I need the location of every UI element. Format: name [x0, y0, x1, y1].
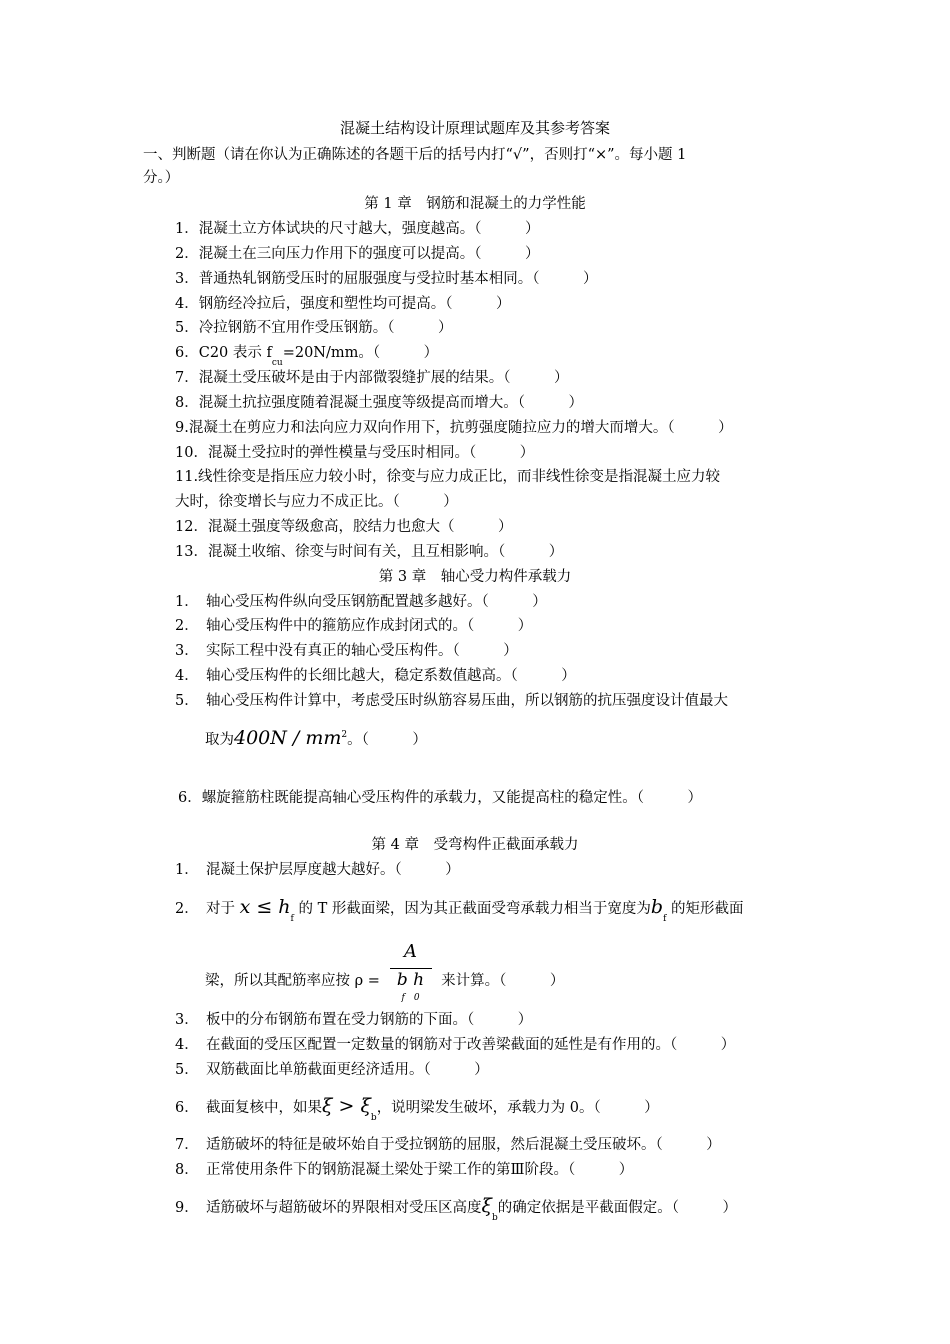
ch1-item-13: 13．混凝土收缩、徐变与时间有关，且互相影响。（ ） [175, 544, 564, 560]
ch4-item-2-math: x ≤ h [239, 896, 291, 918]
ch4-item-2 [175, 896, 744, 924]
ch4-item-9-sub: b [491, 1213, 498, 1223]
ch1-item-4: 4．钢筋经冷拉后，强度和塑性均可提高。（ ） [175, 296, 511, 312]
ch4-item-2-c: 的矩形截面 [671, 901, 744, 917]
reinforcement-ratio-fraction [388, 941, 434, 1003]
ch3-stress-value: 400N / mm [234, 727, 342, 749]
ch4-item-9-b: 的确定依据是平截面假定。（ ） [497, 1200, 737, 1216]
ch3-item-6: 6．螺旋箍筋柱既能提高轴心受压构件的承载力，又能提高柱的稳定性。（ ） [178, 790, 702, 806]
chapter3-heading: 第 3 章 轴心受力构件承载力 [378, 569, 572, 585]
ch3-item-1: 1． 轴心受压构件纵向受压钢筋配置越多越好。（ ） [175, 594, 547, 610]
ch3-item-4: 4． 轴心受压构件的长细比越大，稳定系数值越高。（ ） [175, 668, 576, 684]
ch3-item-5-cont-prefix: 取为 [205, 732, 234, 748]
ch4-item-2-a: 2． 对于 [175, 901, 235, 917]
ch4-item-1: 1． 混凝土保护层厚度越大越好。（ ） [175, 862, 460, 878]
ch1-item-6-sub: cu [271, 358, 283, 368]
ch4-item-2-math2: b [650, 896, 664, 918]
fraction-denominator: b h [396, 970, 425, 990]
ch3-item-5-cont-suffix: 。（ ） [347, 732, 427, 748]
ch1-item-11-cont: 大时，徐变增长与应力不成正比。（ ） [175, 494, 458, 510]
ch1-item-10: 10．混凝土受拉时的弹性模量与受压时相同。（ ） [175, 445, 535, 461]
ch4-item-9-math: ξ [481, 1195, 492, 1217]
ch4-item-6-a: 6． 截面复核中，如果 [175, 1100, 322, 1116]
ch3-item-3: 3． 实际工程中没有真正的轴心受压构件。（ ） [175, 643, 518, 659]
ch4-item-8: 8． 正常使用条件下的钢筋混凝土梁处于梁工作的第Ⅲ阶段。（ ） [175, 1162, 634, 1178]
ch1-item-2: 2．混凝土在三向压力作用下的强度可以提高。（ ） [175, 246, 540, 262]
ch4-item-2-sub: f [290, 914, 294, 924]
fraction-denominator-sub: f 0 [401, 993, 420, 1003]
ch4-item-6 [175, 1095, 659, 1123]
ch4-item-6-sub: b [370, 1113, 377, 1123]
ch4-item-7: 7． 适筋破坏的特征是破坏始自于受拉钢筋的屈服，然后混凝土受压破坏。（ ） [175, 1137, 721, 1153]
intro-line-2: 分。） [143, 170, 180, 186]
ch4-item-3: 3． 板中的分布钢筋布置在受力钢筋的下面。（ ） [175, 1012, 533, 1028]
ch1-item-11: 11.线性徐变是指压应力较小时，徐变与应力成正比，而非线性徐变是指混凝土应力较 [175, 469, 721, 485]
ch4-item-2-cont [205, 941, 565, 1003]
ch4-item-5: 5． 双筋截面比单筋截面更经济适用。（ ） [175, 1062, 489, 1078]
ch4-item-6-math: ξ > ξ [321, 1095, 371, 1117]
ch3-item-5-cont [205, 728, 427, 752]
ch1-item-6 [175, 343, 439, 368]
ch1-item-5: 5．冷拉钢筋不宜用作受压钢筋。（ ） [175, 320, 453, 336]
ch1-item-1: 1．混凝土立方体试块的尺寸越大，强度越高。（ ） [175, 221, 540, 237]
ch1-item-9: 9.混凝土在剪应力和法向应力双向作用下，抗剪强度随拉应力的增大而增大。（ ） [175, 420, 733, 436]
fraction-bar [390, 968, 432, 969]
ch4-item-2-sub2: f [663, 914, 667, 924]
ch4-item-2-b: 的 T 形截面梁，因为其正截面受弯承载力相当于宽度为 [298, 901, 651, 917]
ch1-item-6-prefix: 6．C20 表示 f [175, 345, 272, 361]
fraction-numerator: A [404, 941, 418, 962]
ch1-item-7: 7．混凝土受压破坏是由于内部微裂缝扩展的结果。（ ） [175, 370, 569, 386]
ch3-item-5: 5． 轴心受压构件计算中，考虑受压时纵筋容易压曲，所以钢筋的抗压强度设计值最大 [175, 693, 728, 709]
ch4-item-9-a: 9． 适筋破坏与超筋破坏的界限相对受压区高度 [175, 1200, 482, 1216]
chapter4-heading: 第 4 章 受弯构件正截面承载力 [371, 837, 579, 853]
intro-line-1: 一、判断题（请在你认为正确陈述的各题干后的括号内打“√”，否则打“×”。每小题 1 [143, 147, 687, 163]
ch1-item-12: 12．混凝土强度等级愈高，胶结力也愈大（ ） [175, 519, 513, 535]
document-title: 混凝土结构设计原理试题库及其参考答案 [339, 119, 610, 137]
ch4-item-2-cont-b: 来计算。（ ） [441, 973, 565, 989]
ch1-item-6-suffix: =20N/mm。（ ） [282, 345, 439, 361]
ch1-item-3: 3．普通热轧钢筋受压时的屈服强度与受拉时基本相同。（ ） [175, 271, 598, 287]
ch4-item-2-cont-a: 梁，所以其配筋率应按 ρ = [205, 973, 380, 989]
ch4-item-6-b: ，说明梁发生破坏，承载力为 0。（ ） [376, 1100, 659, 1116]
chapter1-heading: 第 1 章 钢筋和混凝土的力学性能 [364, 196, 586, 212]
ch1-item-8: 8．混凝土抗拉强度随着混凝土强度等级提高而增大。（ ） [175, 395, 583, 411]
ch3-item-2: 2． 轴心受压构件中的箍筋应作成封闭式的。（ ） [175, 618, 533, 634]
ch4-item-9 [175, 1195, 737, 1223]
ch4-item-4: 4． 在截面的受压区配置一定数量的钢筋对于改善梁截面的延性是有作用的。（ ） [175, 1037, 736, 1053]
ch3-stress-sup: 2 [341, 730, 348, 740]
